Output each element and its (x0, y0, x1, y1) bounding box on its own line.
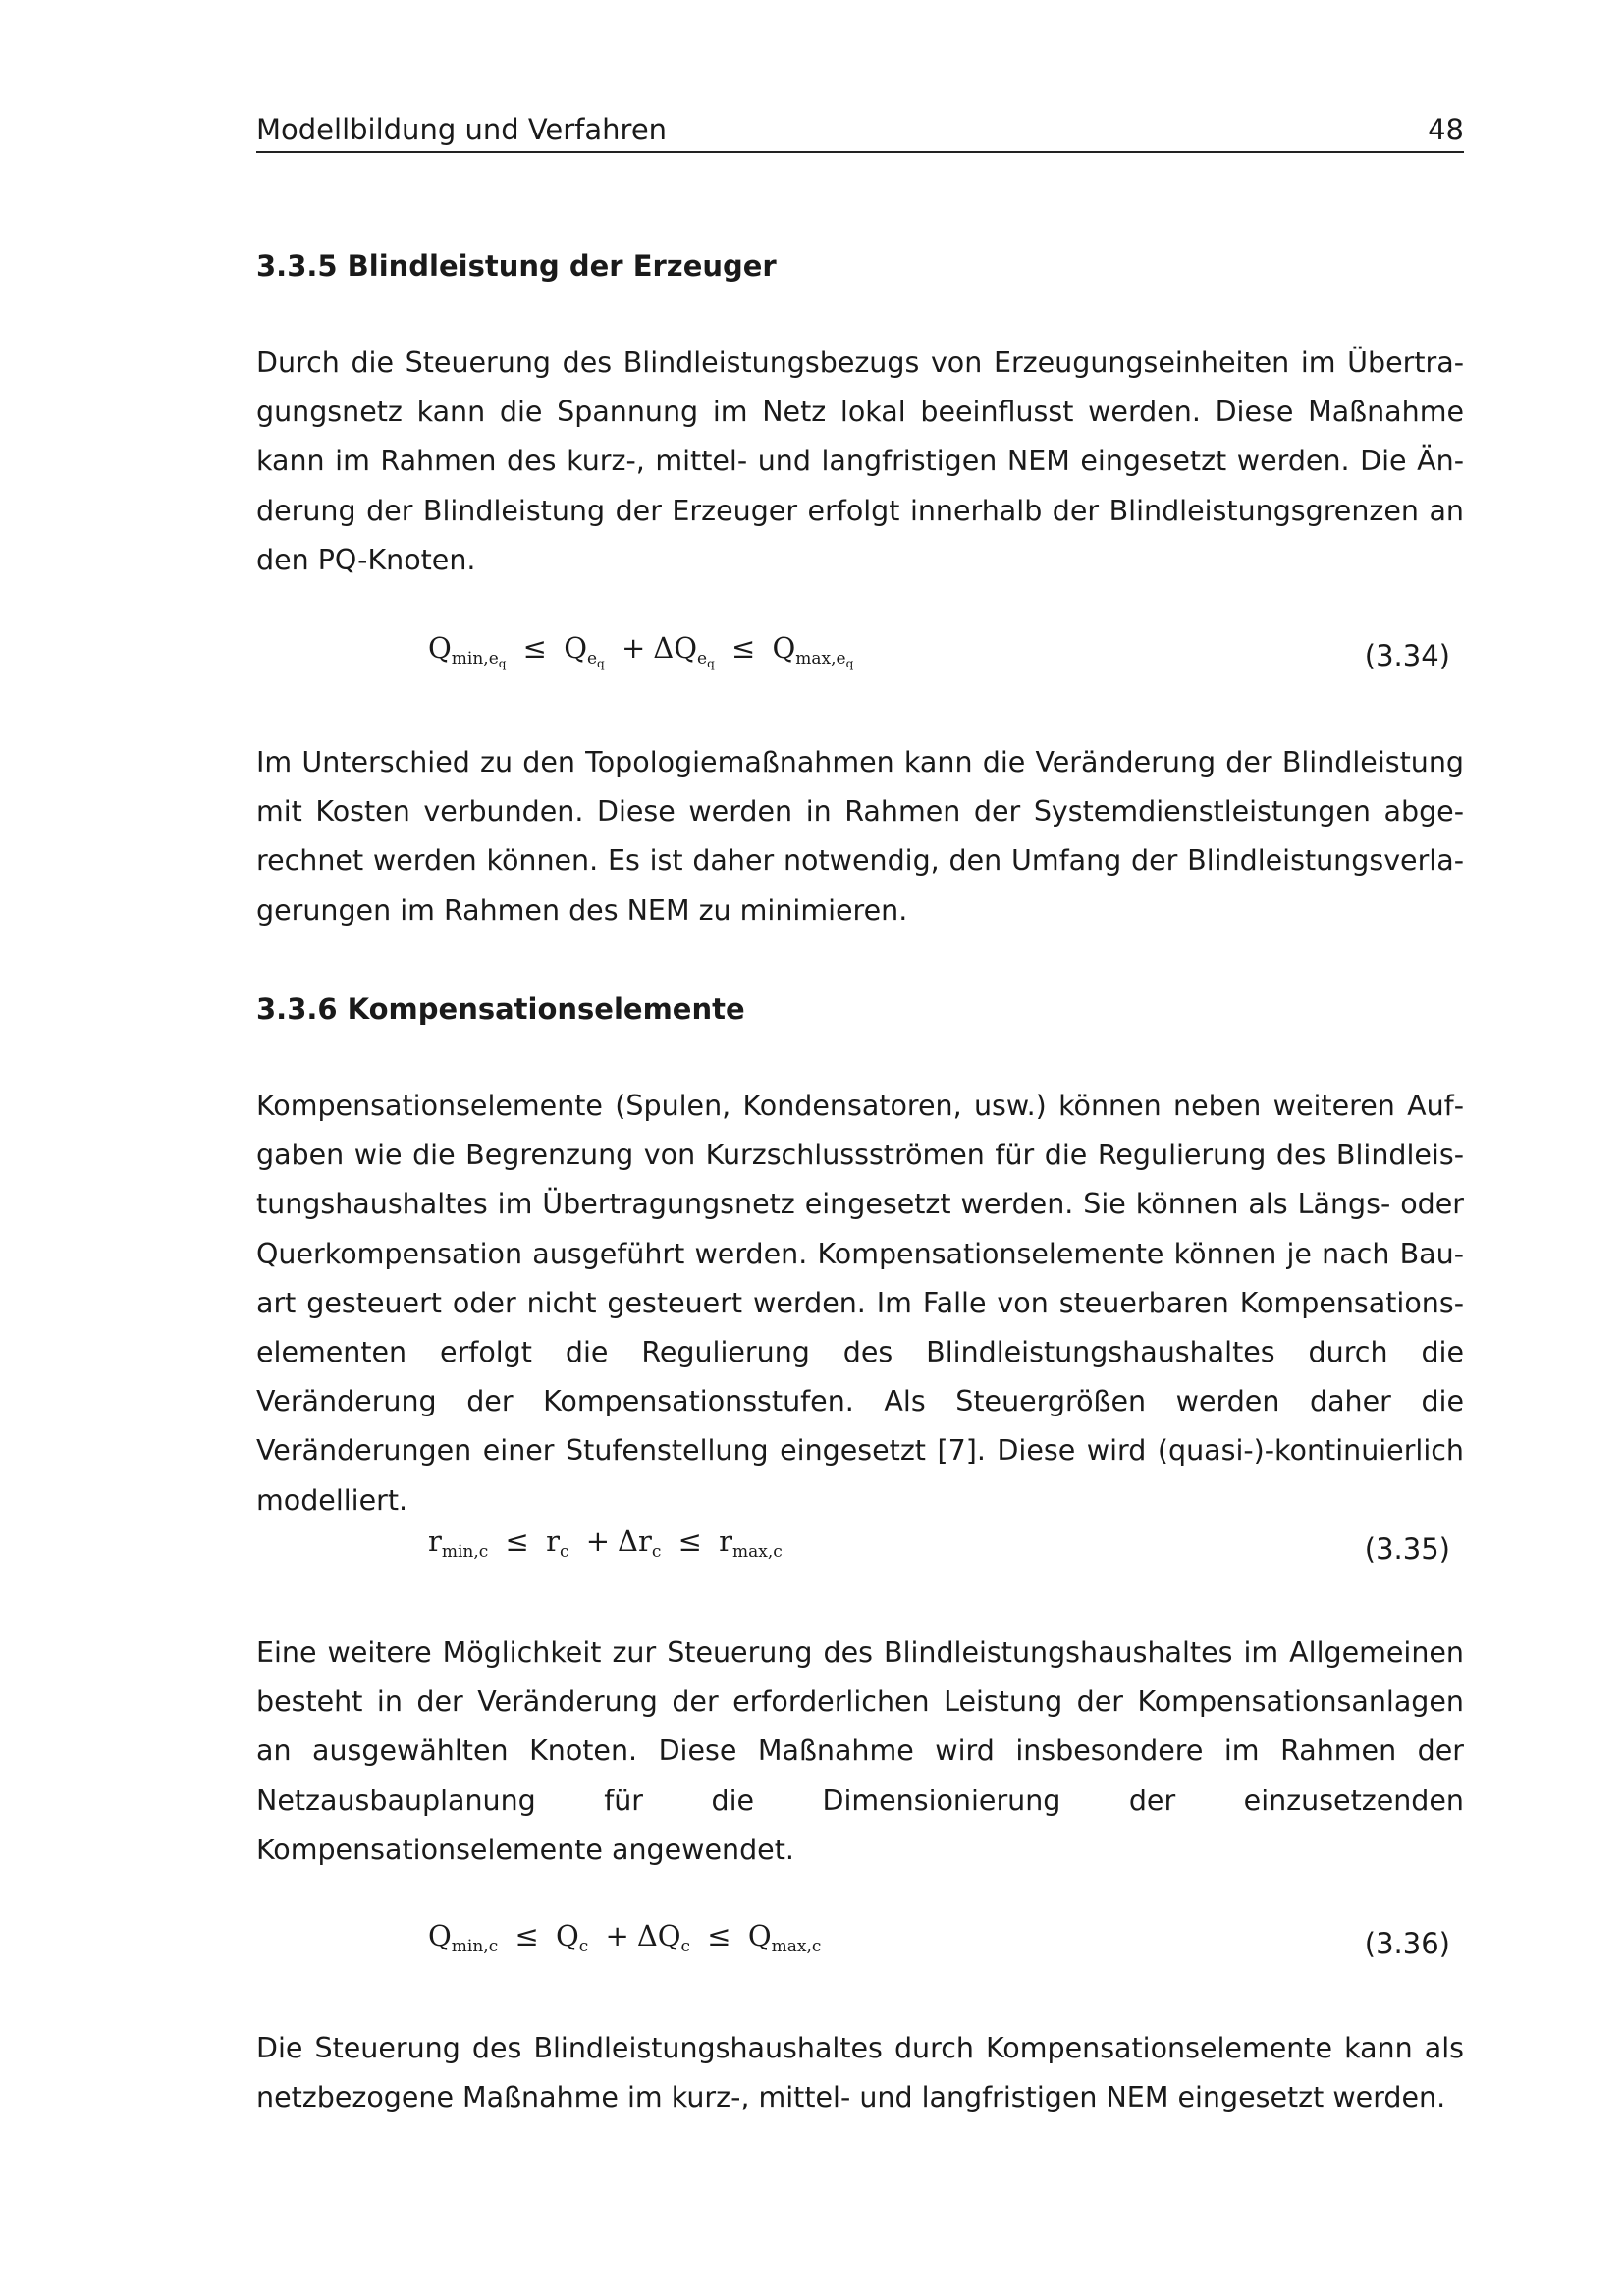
equation-number: (3.35) (1364, 1532, 1450, 1566)
equation-number: (3.34) (1364, 639, 1450, 672)
equation-3-34 (428, 631, 1464, 680)
page-number: 48 (1428, 113, 1464, 146)
paragraph-compensation-conclusion: Die Steuerung des Blindleistungshaushaltes durch Kompensationselemente kann als netzbezogene Maßnahme im kurz-, mittel- und langfristigen NEM eingesetzt werden. (256, 2032, 1464, 2114)
header-title: Modellbildung und Verfahren (256, 113, 668, 146)
equation-3-34-formula: $Q_{min,e_q} \le Q_{e_q} + \Delta Q_{e_q} \le Q_{max,e_q}$ (428, 631, 854, 670)
section-heading-3-3-6: 3.3.6 Kompensationselemente (256, 992, 745, 1026)
running-header (256, 112, 1464, 153)
paragraph-reactive-power-costs: Im Unterschied zu den Topologiemaßnahmen kann die Veränderung der Blindleistung mit Kosten verbunden. Diese werden in Rahmen der Systemdienstleistungen abgerechnet werden können. Es ist daher notwendig, den Umfang der Blindleistungsverlagerungen im Rahmen des NEM zu minimieren. (256, 746, 1464, 927)
paragraph-reactive-power-intro: Durch die Steuerung des Blindleistungsbezugs von Erzeugungseinheiten im Übertragungsnetz kann die Spannung im Netz lokal beeinflusst werden. Diese Maßnahme kann im Rahmen des kurz-, mittel- und langfristigen NEM eingesetzt werden. Die Änderung der Blindleistung der Erzeuger erfolgt innerhalb der Blindleistungsgrenzen an den PQ-Knoten. (256, 347, 1464, 576)
equation-3-35-formula: $r_{min,c} \le r_c + \Delta r_c \le r_{max,c}$ (428, 1524, 783, 1562)
section-heading-3-3-5: 3.3.5 Blindleistung der Erzeuger (256, 249, 777, 283)
equation-number: (3.36) (1364, 1927, 1450, 1960)
paragraph-compensation-planning: Eine weitere Möglichkeit zur Steuerung des Blindleistungshaushaltes im Allgemeinen besteht in der Veränderung der erforderlichen Leistung der Kompensationsanlagen an ausgewählten Knoten. Diese Maßnahme wird insbesondere im Rahmen der Netzausbauplanung für die Dimensionierung der einzusetzenden Kompensationselemente angewendet. (256, 1636, 1464, 1866)
document-page (256, 0, 1464, 2296)
equation-3-35 (428, 1524, 1464, 1574)
equation-3-36-formula: $Q_{min,c} \le Q_c + \Delta Q_c \le Q_{max,c}$ (428, 1919, 822, 1956)
equation-3-36 (428, 1919, 1464, 1968)
paragraph-compensation-elements: Kompensationselemente (Spulen, Kondensatoren, usw.) können neben weiteren Aufgaben wie die Begrenzung von Kurzschlussströmen für die Regulierung des Blindleistungshaushaltes im Übertragungsnetz eingesetzt werden. Sie können als Längs- oder Querkompensation ausgeführt werden. Kompensationselemente können je nach Bauart gesteuert oder nicht gesteuert werden. Im Falle von steuerbaren Kompensationselementen erfolgt die Regulierung des Blindleistungshaushaltes durch die Veränderung der Kompensationsstufen. Als Steuergrößen werden daher die Veränderungen einer Stufenstellung eingesetzt [7]. Diese wird (quasi-)-kontinuierlich modelliert. (256, 1090, 1464, 1517)
